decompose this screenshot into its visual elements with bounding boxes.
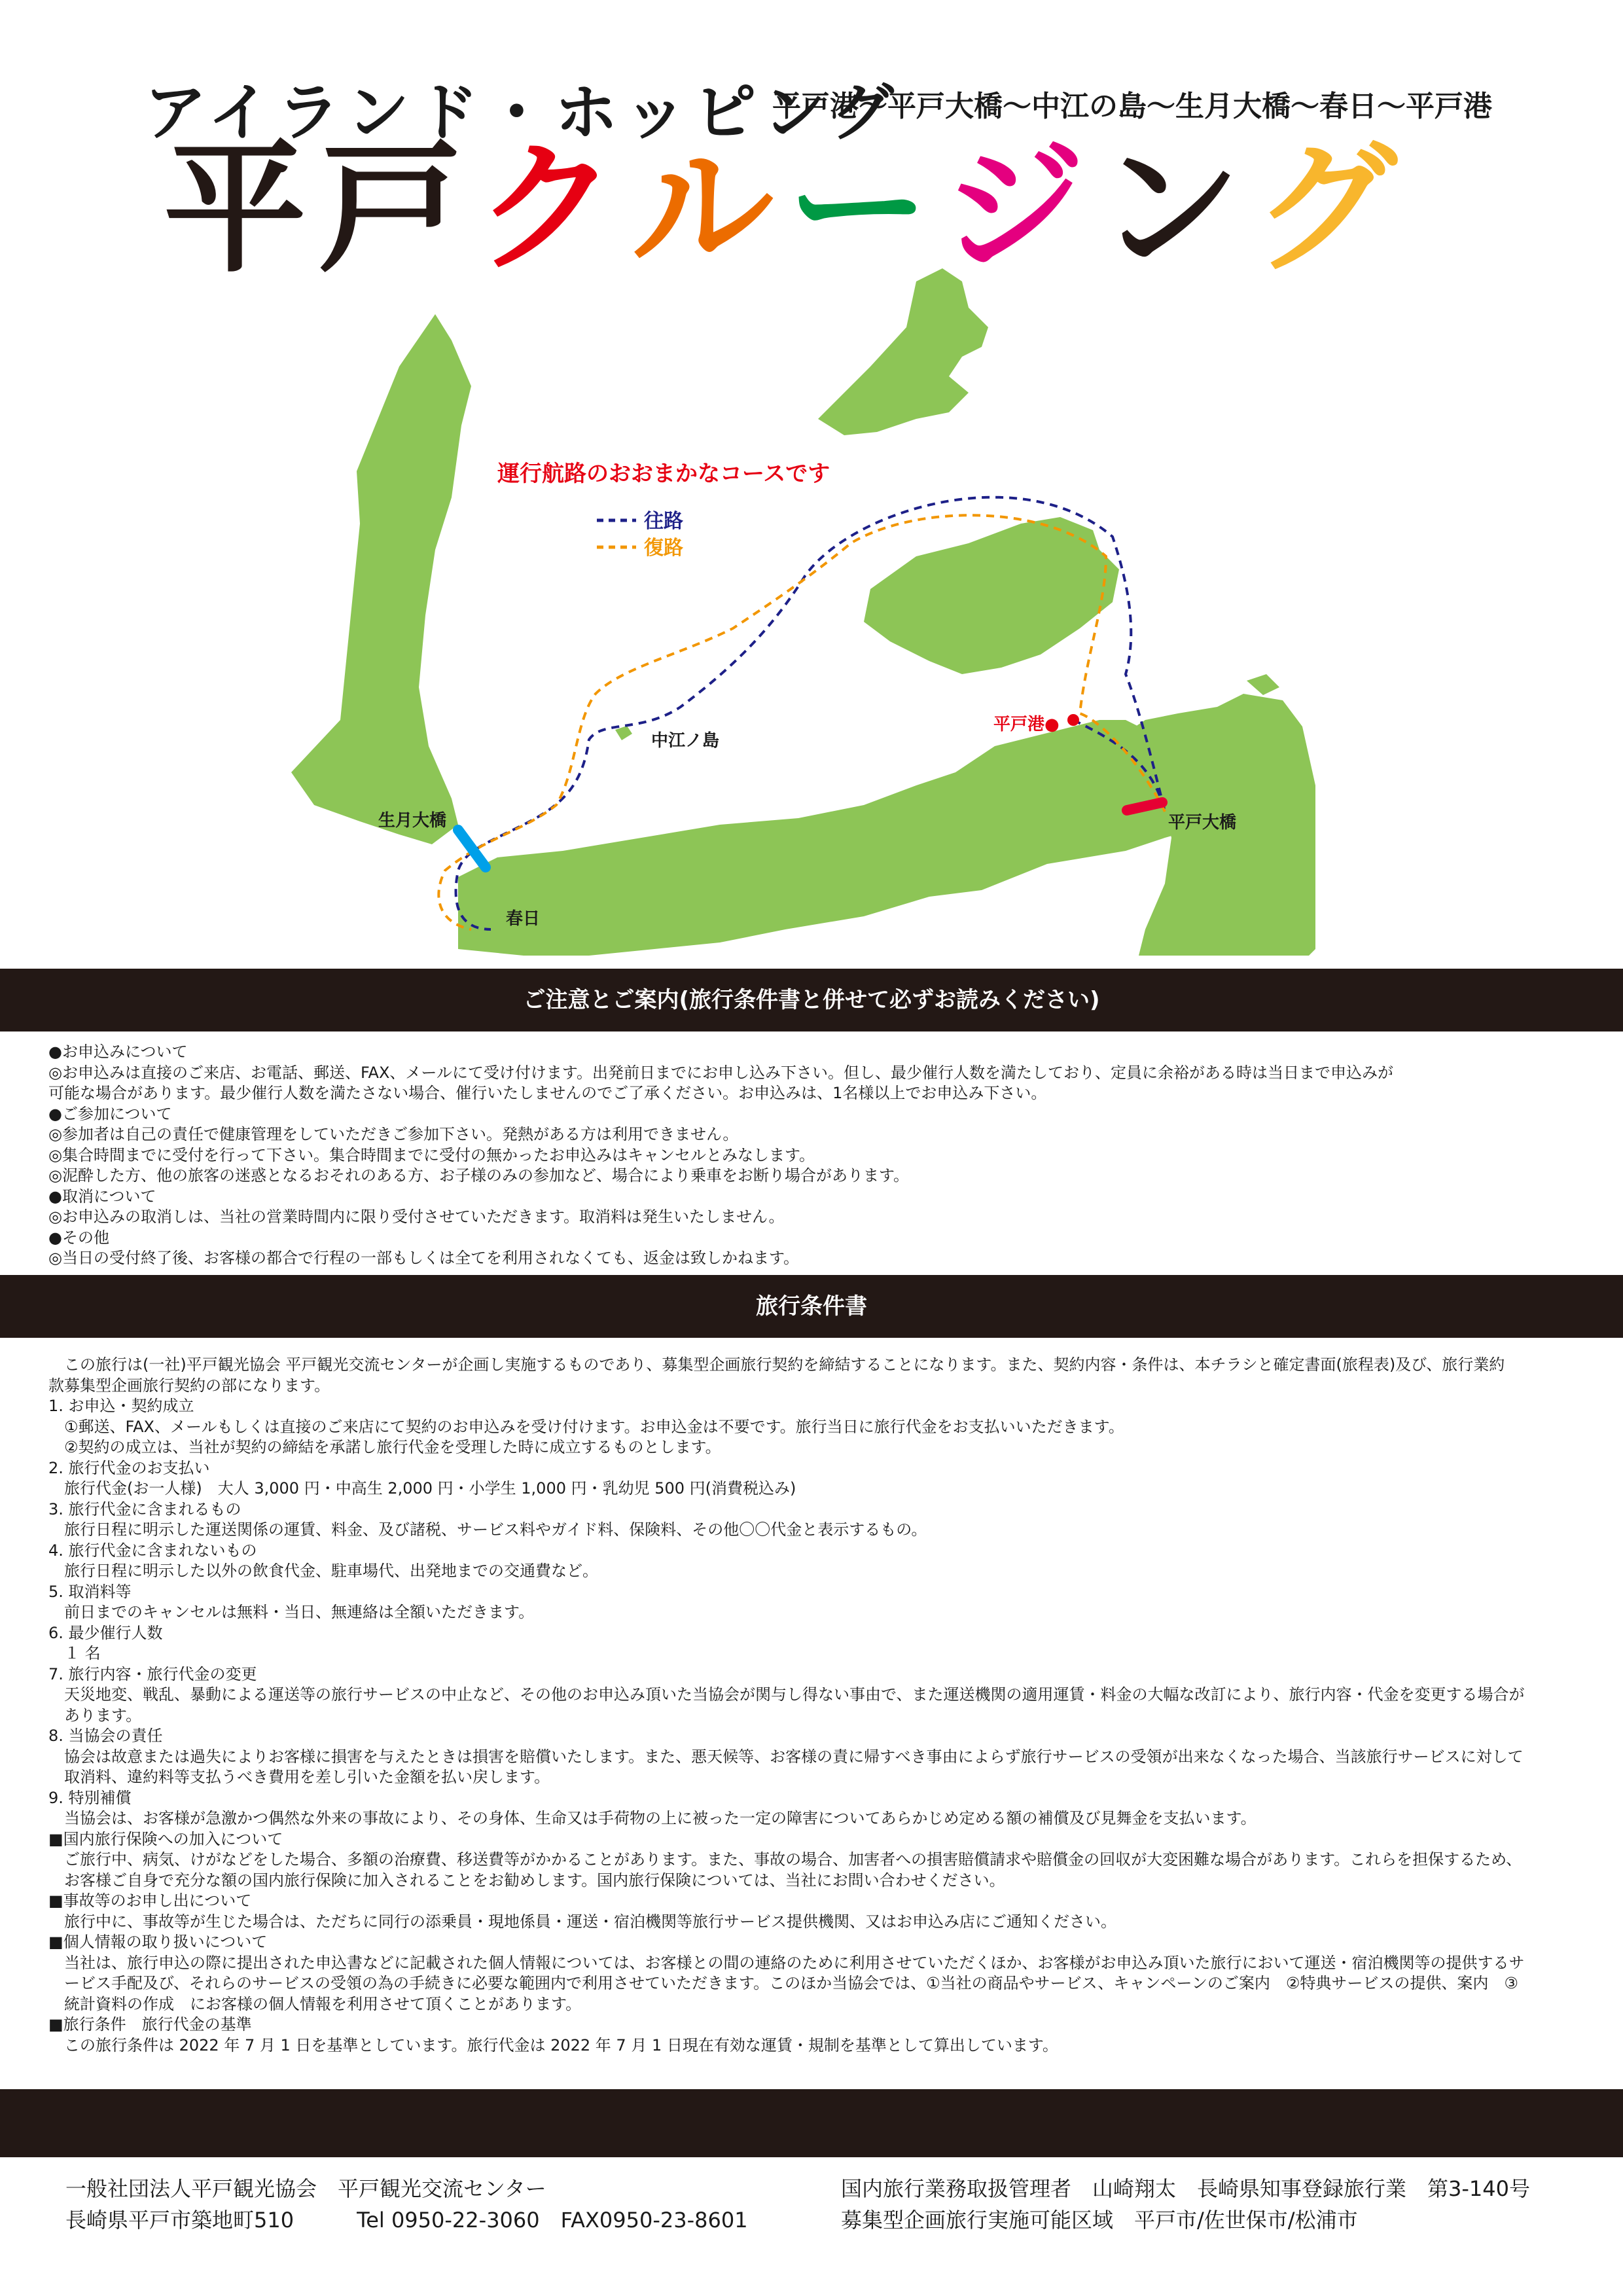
text-line: 1. お申込・契約成立 bbox=[48, 1397, 194, 1415]
map-heading: 運行航路のおおまかなコースです bbox=[497, 461, 830, 487]
notice-block bbox=[48, 1042, 1580, 1269]
north-island bbox=[818, 268, 988, 435]
title-char: ル bbox=[631, 126, 787, 292]
footer-manager: 国内旅行業務取扱管理者 山崎翔太 長崎県知事登録旅行業 第3-140号 bbox=[841, 2176, 1530, 2201]
conditions-header: 旅行条件書 bbox=[0, 1275, 1623, 1338]
text-line: 可能な場合があります。最少催行人数を満たさない場合、催行いたしませんのでご了承ください。お申込みは、1名様以上でお申込み下さい。 bbox=[48, 1084, 1047, 1102]
text-line: 協会は故意または過失によりお客様に損害を与えたときは損害を賠償いたします。また、悪天候等、お客様の責に帰すべき事由によらず旅行サービスの受領が出来なくなった場合、当該旅行サービスに対して bbox=[48, 1747, 1524, 1766]
text-line: ◎当日の受付終了後、お客様の都合で行程の一部もしくは全てを利用されなくても、返金は致しかねます。 bbox=[48, 1249, 800, 1267]
title-char: グ bbox=[1254, 126, 1410, 292]
label-nakae: 中江ノ島 bbox=[651, 731, 720, 751]
islet bbox=[1247, 674, 1279, 695]
text-line: 7. 旅行内容・旅行代金の変更 bbox=[48, 1664, 257, 1683]
text-line: ●取消について bbox=[48, 1187, 156, 1206]
text-line: お客様ご自身で充分な額の国内旅行保険に加入されることをお勧めします。国内旅行保険については、当社にお問い合わせください。 bbox=[48, 1871, 1005, 1890]
text-line: ◎集合時間までに受付を行って下さい。集合時間までに受付の無かったお申込みはキャンセルとみなします。 bbox=[48, 1145, 815, 1164]
text-line: ◎泥酔した方、他の旅客の迷惑となるおそれのある方、お子様のみの参加など、場合により乗車をお断り場合があります。 bbox=[48, 1166, 910, 1185]
text-line: ■国内旅行保険への加入について bbox=[48, 1829, 283, 1848]
label-ikitsuki-bridge: 生月大橋 bbox=[378, 811, 447, 831]
text-line: ■旅行条件 旅行代金の基準 bbox=[48, 2015, 252, 2034]
conditions-block bbox=[48, 1355, 1580, 2056]
title-char: ー bbox=[787, 126, 942, 292]
text-line: ●ご参加について bbox=[48, 1104, 172, 1123]
ikitsuki-island bbox=[291, 314, 471, 844]
text-line: 2. 旅行代金のお支払い bbox=[48, 1458, 210, 1477]
subtitle: アイランド・ホッピング bbox=[144, 76, 901, 149]
label-hirado-port: 平戸港● bbox=[993, 715, 1060, 734]
footer-area: 募集型企画旅行実施可能区域 平戸市/佐世保市/松浦市 bbox=[841, 2208, 1358, 2233]
route-map bbox=[0, 249, 1623, 969]
legend-return-label: 復路 bbox=[644, 537, 683, 560]
text-line: 8. 当協会の責任 bbox=[48, 1727, 163, 1745]
text-line: あります。 bbox=[48, 1706, 142, 1725]
title-char: 戸 bbox=[319, 126, 475, 292]
footer-address: 長崎県平戸市築地町510 Tel 0950-22-3060 FAX0950-23-8601 bbox=[65, 2208, 748, 2233]
title-char: 平 bbox=[164, 126, 319, 292]
footer-org: 一般社団法人平戸観光協会 平戸観光交流センター bbox=[65, 2176, 546, 2201]
notice-header: ご注意とご案内(旅行条件書と併せて必ずお読みください) bbox=[0, 969, 1623, 1031]
text-line: 当社は、旅行申込の際に提出された申込書などに記載された個人情報については、お客様との間の連絡のために利用させていただくほか、お客様がお申込み頂いた旅行において運送・宿泊機関等の提供するサ bbox=[48, 1953, 1525, 1972]
text-line: ■個人情報の取り扱いについて bbox=[48, 1933, 268, 1951]
legend-outbound-label: 往路 bbox=[644, 510, 683, 533]
text-line: １ 名 bbox=[48, 1644, 101, 1662]
text-line: 6. 最少催行人数 bbox=[48, 1623, 163, 1642]
text-line: ービス手配及び、それらのサービスの受領の為の手続きに必要な範囲内で利用させていただきます。このほか当協会では、①当社の商品やサービス、キャンペーンのご案内 ②特典サービスの提供、案内 ③ bbox=[48, 1974, 1518, 1992]
route-text: 平戸港〜平戸大橋〜中江の島〜生月大橋〜春日〜平戸港 bbox=[772, 90, 1492, 123]
text-line: 天災地変、戦乱、暴動による運送等の旅行サービスの中止など、その他のお申込み頂いた当協会が関与し得ない事由で、また運送機関の適用運賃・料金の大幅な改訂により、旅行内容・代金を変更する場合が bbox=[48, 1685, 1525, 1704]
text-line: 旅行日程に明示した運送関係の運賃、料金、及び諸税、サービス料やガイド料、保険料、その他〇〇代金と表示するもの。 bbox=[48, 1520, 927, 1539]
southern-land bbox=[458, 713, 1230, 956]
text-line: ◎参加者は自己の責任で健康管理をしていただきご参加下さい。発熱がある方は利用できません。 bbox=[48, 1125, 739, 1143]
text-line: この旅行条件は 2022 年 7 月 1 日を基準としています。旅行代金は 2022 年 7 月 1 日現在有効な運賃・規制を基準として算出しています。 bbox=[48, 2036, 1058, 2054]
text-line: ②契約の成立は、当社が契約の締結を承諾し旅行代金を受理した時に成立するものとします。 bbox=[48, 1438, 721, 1456]
title-char: ク bbox=[475, 126, 631, 292]
footer-right bbox=[841, 2173, 1530, 2236]
title-char: ン bbox=[1098, 126, 1254, 292]
text-line: 統計資料の作成 にお客様の個人情報を利用させて頂くことがあります。 bbox=[48, 1994, 582, 2013]
central-island bbox=[864, 517, 1119, 674]
text-line: 4. 旅行代金に含まれないもの bbox=[48, 1541, 257, 1560]
text-line: 旅行中に、事故等が生じた場合は、ただちに同行の添乗員・現地係員・運送・宿泊機関等旅行サービス提供機関、又はお申込み店にご通知ください。 bbox=[48, 1912, 1116, 1931]
text-line: ◎お申込みは直接のご来店、お電話、郵送、FAX、メールにて受け付けます。出発前日までにお申し込み下さい。但し、最少催行人数を満たしており、定員に余裕がある時は当日まで申込みが bbox=[48, 1063, 1393, 1082]
text-line: 旅行日程に明示した以外の飲食代金、駐車場代、出発地までの交通費など。 bbox=[48, 1562, 598, 1580]
text-line: ■事故等のお申し出について bbox=[48, 1892, 252, 1910]
ikitsuki-bridge-mark bbox=[458, 830, 486, 867]
text-line: 当協会は、お客様が急激かつ偶然な外来の事故により、その身体、生命又は手荷物の上に被った一定の障害についてあらかじめ定める額の補償及び見舞金を支払います。 bbox=[48, 1809, 1257, 1827]
text-line: 旅行代金(お一人様) 大人 3,000 円・中高生 2,000 円・小学生 1,000 円・乳幼児 500 円(消費税込み) bbox=[48, 1479, 796, 1498]
text-line: 9. 特別補償 bbox=[48, 1788, 132, 1807]
text-line: ●お申込みについて bbox=[48, 1043, 188, 1061]
text-line: 款募集型企画旅行契約の部になります。 bbox=[48, 1376, 330, 1395]
footer-bar bbox=[0, 2089, 1623, 2157]
text-line: ご旅行中、病気、けがなどをした場合、多額の治療費、移送費等がかかることがあります。また、事故の場合、加害者への損害賠償請求や賠償金の回収が大変困難な場合があります。これらを担保するため、 bbox=[48, 1850, 1522, 1869]
text-line: この旅行は(一社)平戸観光協会 平戸観光交流センターが企画し実施するものであり、募集型企画旅行契約を締結することになります。また、契約内容・条件は、本チラシと確定書面(旅程表)及び、旅行業約 bbox=[48, 1355, 1505, 1374]
text-line: 前日までのキャンセルは無料・当日、無連絡は全額いただきます。 bbox=[48, 1603, 535, 1621]
text-line: 取消料、違約料等支払うべき費用を差し引いた金額を払い戻します。 bbox=[48, 1768, 550, 1786]
label-hirado-bridge: 平戸大橋 bbox=[1168, 813, 1237, 833]
footer-left bbox=[65, 2173, 748, 2236]
text-line: ①郵送、FAX、メールもしくは直接のご来店にて契約のお申込みを受け付けます。お申込金は不要です。旅行当日に旅行代金をお支払いいただきます。 bbox=[48, 1417, 1124, 1436]
label-kasuga: 春日 bbox=[506, 909, 541, 929]
title-char: ジ bbox=[942, 126, 1098, 292]
text-line: 3. 旅行代金に含まれるもの bbox=[48, 1499, 241, 1518]
text-line: ◎お申込みの取消しは、当社の営業時間内に限り受付させていただきます。取消料は発生いたしません。 bbox=[48, 1208, 785, 1226]
text-line: ●その他 bbox=[48, 1228, 109, 1247]
hirado-port-marker bbox=[1067, 714, 1079, 726]
text-line: 5. 取消料等 bbox=[48, 1582, 132, 1601]
